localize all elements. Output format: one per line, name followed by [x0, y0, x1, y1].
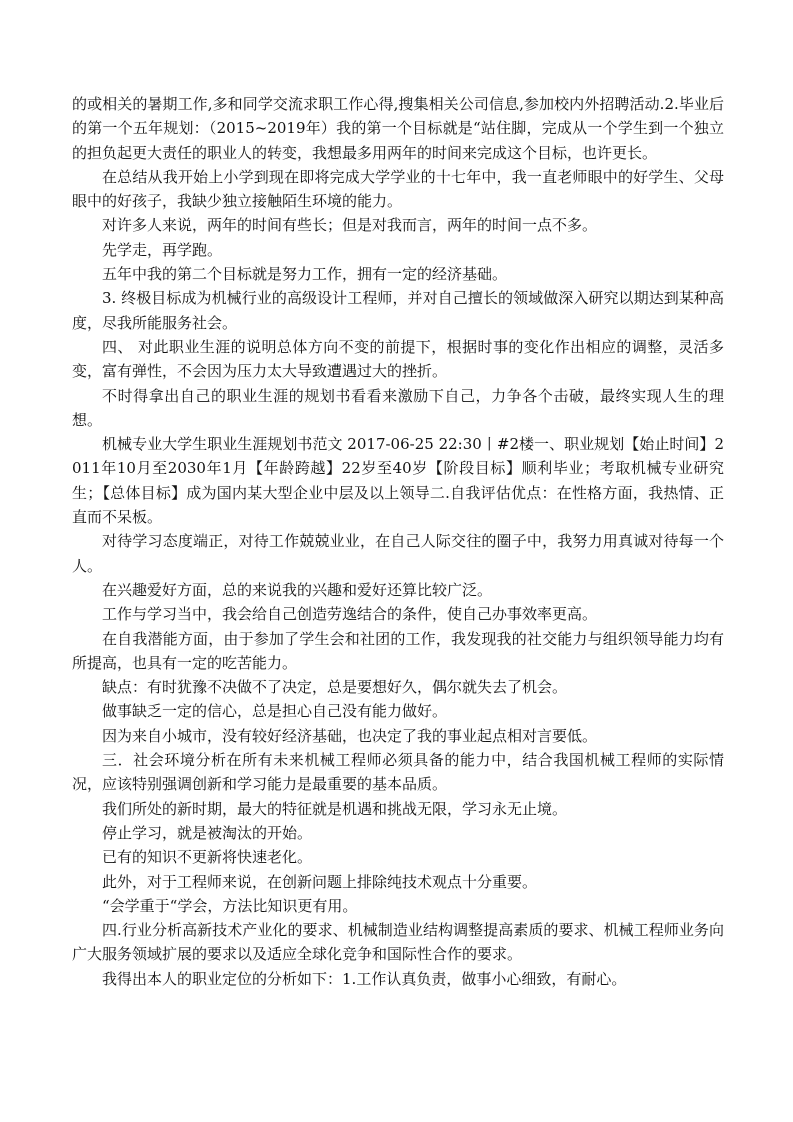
paragraph-17: 三．社会环境分析在所有未来机械工程师必须具备的能力中，结合我国机械工程师的实际情况，应该特别强调创新和学习能力是最重要的基本品质。: [72, 751, 724, 794]
paragraph-23: 四.行业分析高新技术产业化的要求、机械制造业结构调整提高素质的要求、机械工程师业务向广大服务领域扩展的要求以及适应全球化竞争和国际性合作的要求。: [72, 921, 724, 964]
paragraph-18: 我们所处的新时期，最大的特征就是机遇和挑战无限，学习永无止境。: [102, 799, 568, 818]
paragraph-5: 五年中我的第二个目标就是努力工作，拥有一定的经济基础。: [102, 265, 508, 284]
paragraph-16: 因为来自小城市，没有较好经济基础，也决定了我的事业起点相对言要低。: [102, 726, 598, 745]
paragraph-8: 不时得拿出自己的职业生涯的规划书看看来激励下自己，力争各个击破，最终实现人生的理想。: [72, 386, 724, 429]
paragraph-14: 缺点：有时犹豫不决做不了决定，总是要想好久，偶尔就失去了机会。: [102, 678, 568, 697]
paragraph-22: “会学重于“学会，方法比知识更有用。: [102, 896, 358, 915]
paragraph-24: 我得出本人的职业定位的分析如下：1.工作认真负责，做事小心细致，有耐心。: [102, 969, 627, 988]
paragraph-3: 对许多人来说，两年的时间有些长；但是对我而言，两年的时间一点不多。: [102, 216, 598, 235]
paragraph-9: 机械专业大学生职业生涯规划书范文 2017-06-25 22:30丨#2楼一、职业规划【始止时间】2011年10月至2030年1月【年龄跨越】22岁至40岁【阶段目标】顺利毕业；考取机械专业研究生；【总体目标】成为国内某大型企业中层及以上领导二.自我评估优点：在性格方面，我热情、正直而不呆板。: [72, 435, 724, 527]
paragraph-20: 已有的知识不更新将快速老化。: [102, 848, 313, 867]
paragraph-4: 先学走，再学跑。: [102, 240, 223, 259]
paragraph-21: 此外，对于工程师来说，在创新问题上排除纯技术观点十分重要。: [102, 872, 538, 891]
paragraph-7: 四、 对此职业生涯的说明总体方向不变的前提下，根据时事的变化作出相应的调整，灵活多变，富有弹性，不会因为压力太大导致遭遇过大的挫折。: [72, 337, 724, 381]
paragraph-1: 的或相关的暑期工作,多和同学交流求职工作心得,搜集相关公司信息,参加校内外招聘活动.2.毕业后的第一个五年规划：（2015~2019年）我的第一个目标就是“站住脚，完成从一个学生到一个独立的担负起更大责任的职业人的转变，我想最多用两年的时间来完成这个目标，也许更长。: [72, 95, 724, 162]
paragraph-11: 在兴趣爱好方面，总的来说我的兴趣和爱好还算比较广泛。: [102, 580, 493, 599]
document-page: [72, 92, 724, 991]
paragraph-15: 做事缺乏一定的信心，总是担心自己没有能力做好。: [102, 702, 448, 721]
paragraph-10: 对待学习态度端正，对待工作兢兢业业，在自己人际交往的圈子中，我努力用真诚对待每一个人。: [72, 532, 724, 575]
paragraph-19: 停止学习，就是被淘汰的开始。: [102, 823, 313, 842]
paragraph-2: 在总结从我开始上小学到现在即将完成大学学业的十七年中，我一直老师眼中的好学生、父母眼中的好孩子，我缺少独立接触陌生环境的能力。: [72, 167, 724, 211]
paragraph-6: 3. 终极目标成为机械行业的高级设计工程师，并对自己擅长的领域做深入研究以期达到某种高度，尽我所能服务社会。: [72, 289, 724, 332]
paragraph-13: 在自我潜能方面，由于参加了学生会和社团的工作，我发现我的社交能力与组织领导能力均有所提高，也具有一定的吃苦能力。: [72, 629, 724, 672]
paragraph-12: 工作与学习当中，我会给自己创造劳逸结合的条件，使自己办事效率更高。: [102, 605, 598, 624]
